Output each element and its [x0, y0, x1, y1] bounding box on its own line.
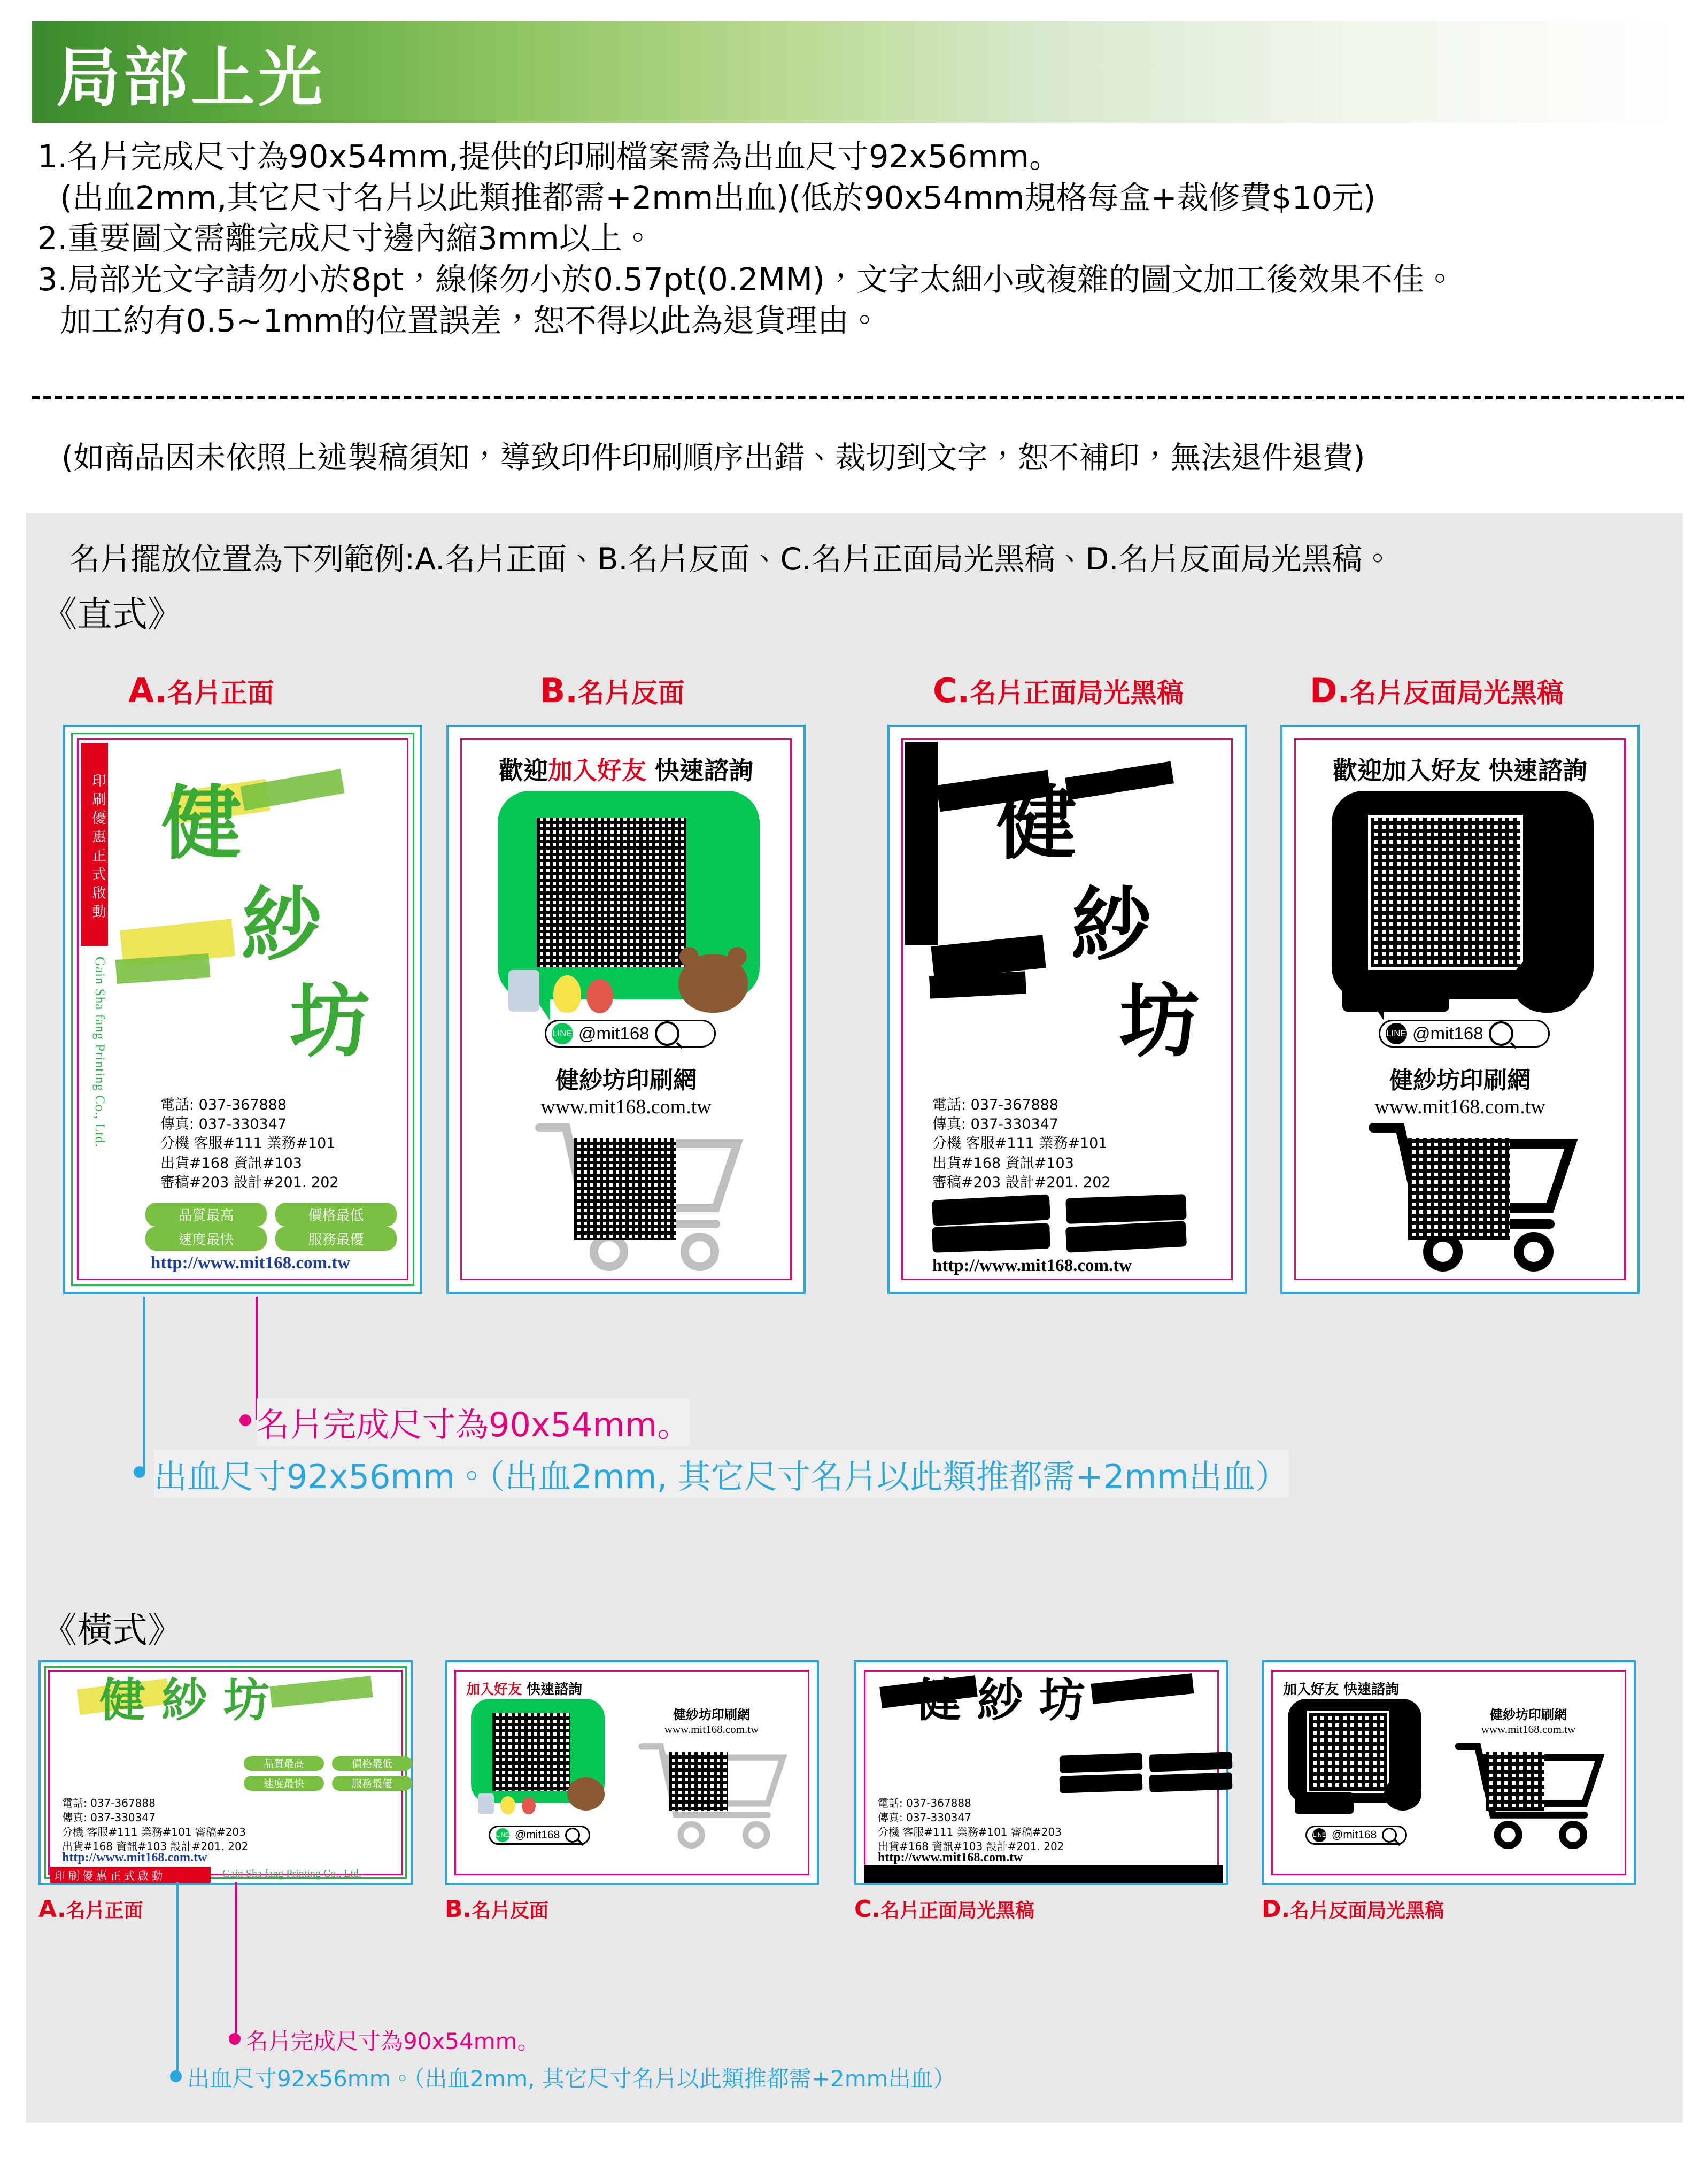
- h-finish-leader-dot: [229, 2033, 241, 2045]
- hcard-c-black-bottom-bar: [864, 1865, 1223, 1883]
- hlabel-card-a: A.名片正面: [38, 1896, 143, 1923]
- card-c-logo-char-2: 紗: [1071, 878, 1152, 972]
- bear-ear-right-icon: [728, 947, 747, 966]
- card-d-line-id-text: @mit168: [1412, 1023, 1483, 1043]
- card-a-pill-3: 速度最快: [145, 1227, 267, 1251]
- card-a-pill-2: 價格最低: [275, 1203, 397, 1227]
- card-a-pill-1: 品質最高: [145, 1203, 267, 1227]
- search-icon: [655, 1021, 679, 1046]
- hcard-a-contact: 電話: 037-367888 傳真: 037-330347 分機 客服#111 業務#101 審稿#203 出貨#168 資訊#103 設計#201. 202: [62, 1797, 249, 1853]
- bleed-leader-vertical: [143, 1297, 145, 1473]
- bear-ear-left-icon: [679, 947, 699, 966]
- hcard-b-phone-mascot-icon: [478, 1793, 494, 1814]
- card-b-site: [449, 1061, 803, 1119]
- card-b-site-url: www.mit168.com.tw: [540, 1096, 712, 1118]
- card-c-logo-char-1: 健: [996, 776, 1077, 871]
- hcard-d-qr-code: [1309, 1713, 1387, 1791]
- card-a-contact: 電話: 037-367888 傳真: 037-330347 分機 客服#111 業務#101 出貨#168 資訊#103 審稿#203 設計#201. 202: [160, 1097, 339, 1191]
- line-icon: LINE: [552, 1023, 573, 1044]
- hcard-b-bird-mascot-icon: [500, 1796, 515, 1814]
- card-c-black-pill-2: [1065, 1194, 1187, 1224]
- hcard-d-headline: 加入好友 快速諮詢: [1283, 1682, 1400, 1698]
- h-bleed-leader-vertical: [176, 1882, 179, 2075]
- callout-finish-size: 名片完成尺寸為90x54mm。: [257, 1398, 690, 1446]
- header-banner: [32, 21, 1684, 123]
- hcard-c-black-pill-1: [1059, 1753, 1142, 1773]
- hcard-d-line-icon: LINE: [1312, 1828, 1326, 1842]
- card-a-logo-char-2: 紗: [242, 878, 322, 972]
- hcard-b-line-icon: LINE: [496, 1828, 509, 1842]
- hcard-d-site-url: www.mit168.com.tw: [1481, 1723, 1576, 1736]
- hcard-d-search-icon: [1382, 1828, 1397, 1843]
- hcard-a-english: Gain Sha fang Printing Co., Ltd.: [222, 1868, 361, 1880]
- line-qr-code: [537, 818, 686, 967]
- instruction-line-2: (出血2mm,其它尺寸名片以此類推都需+2mm出血)(低於90x54mm規格每盒+裁修費$10元): [60, 179, 1376, 216]
- card-a-front: [63, 725, 422, 1294]
- instructions-block: [37, 136, 1673, 341]
- hcard-b-line-id-chip[interactable]: [489, 1826, 590, 1845]
- card-a-logo-char-1: 健: [161, 776, 242, 871]
- hcard-b-site-url: www.mit168.com.tw: [664, 1723, 759, 1736]
- hlabel-card-d: D.名片反面局光黑稿: [1262, 1896, 1444, 1923]
- hcard-d-cart-qr-code: [1486, 1752, 1544, 1811]
- hcard-b-cart-qr-code: [669, 1752, 728, 1811]
- hcard-a-pill-2: 價格最低: [332, 1756, 412, 1771]
- hcard-b-site-name: 健紗坊印刷網: [673, 1707, 750, 1722]
- card-a-pill-row-1: [145, 1203, 397, 1227]
- card-d-site: [1282, 1061, 1637, 1119]
- finish-leader-dot: [239, 1414, 251, 1426]
- vertical-section-label: 《直式》: [42, 594, 183, 635]
- card-b-back: [446, 725, 806, 1294]
- card-a-logo-char-3: 坊: [290, 974, 370, 1068]
- hcard-c-front-spot-varnish: [854, 1660, 1228, 1885]
- card-c-black-pill-3: [932, 1223, 1050, 1253]
- cart-qr-code: [574, 1138, 676, 1240]
- hcard-b-headline: 加入好友 快速諮詢: [466, 1682, 583, 1698]
- page-title: 局部上光: [56, 41, 326, 115]
- card-d-line-icon: LINE: [1386, 1023, 1407, 1044]
- panel-caption: 名片擺放位置為下列範例:A.名片正面、B.名片反面、C.名片正面局光黑稿、D.名片反面局光黑稿。: [69, 542, 1393, 577]
- card-d-back-spot-varnish: [1280, 725, 1640, 1294]
- card-d-site-url: www.mit168.com.tw: [1374, 1096, 1545, 1118]
- card-c-front-spot-varnish: [887, 725, 1247, 1294]
- hcard-d-site-name: 健紗坊印刷網: [1490, 1707, 1567, 1722]
- hcard-a-logo: 健 紗 坊: [99, 1673, 269, 1727]
- card-c-black-sidebar: [905, 742, 938, 945]
- card-c-contact: 電話: 037-367888 傳真: 037-330347 分機 客服#111 業務#101 出貨#168 資訊#103 審稿#203 設計#201. 202: [932, 1097, 1111, 1191]
- card-d-headline: 歡迎加入好友 快速諮詢: [1332, 756, 1587, 785]
- hcard-a-redbar: 印刷優惠正式啟動: [50, 1867, 211, 1883]
- hcard-c-black-pill-2: [1149, 1752, 1232, 1772]
- card-a-url: http://www.mit168.com.tw: [151, 1253, 351, 1273]
- label-card-c: C.名片正面局光黑稿: [933, 671, 1184, 710]
- instruction-line-3: 2.重要圖文需離完成尺寸邊內縮3mm以上。: [37, 220, 654, 257]
- card-d-line-id-chip[interactable]: [1379, 1020, 1550, 1048]
- hcard-c-black-pill-4: [1149, 1772, 1232, 1792]
- hcard-b-site: [623, 1704, 800, 1736]
- instruction-line-1: 1.名片完成尺寸為90x54mm,提供的印刷檔案需為出血尺寸92x56mm。: [37, 138, 1061, 175]
- card-d-cart-qr-code: [1408, 1138, 1510, 1240]
- horizontal-section-label: 《橫式》: [42, 1609, 183, 1651]
- red-mascot-icon: [586, 979, 613, 1013]
- hcard-d-site: [1440, 1704, 1617, 1736]
- card-d-qr-code: [1371, 818, 1520, 967]
- hcard-c-url: http://www.mit168.com.tw: [878, 1851, 1023, 1865]
- hcard-c-black-pill-3: [1059, 1773, 1142, 1793]
- hcard-a-pill-1: 品質最高: [244, 1756, 324, 1771]
- card-d-mascot-silhouette-icon: [1342, 970, 1449, 1012]
- hcard-b-back: [445, 1660, 819, 1885]
- card-d-site-name: 健紗坊印刷網: [1389, 1067, 1531, 1094]
- instruction-line-5: 加工約有0.5~1mm的位置誤差，恕不得以此為退貨理由。: [60, 302, 880, 339]
- card-a-sidebar-slogan: 印刷優惠正式啟動: [81, 743, 108, 946]
- yellow-bird-mascot-icon: [553, 975, 581, 1013]
- disclaimer-note: (如商品因未依照上述製稿須知，導致印件印刷順序出錯、裁切到文字，恕不補印，無法退件退費): [61, 440, 1365, 475]
- hcard-a-pill-3: 速度最快: [244, 1776, 324, 1791]
- h-callout-finish-size: 名片完成尺寸為90x54mm。: [246, 2028, 540, 2054]
- hcard-a-pill-4: 服務最優: [332, 1776, 412, 1791]
- label-card-b: B.名片反面: [540, 671, 685, 710]
- hlabel-card-b: B.名片反面: [445, 1896, 549, 1923]
- hcard-b-search-icon: [565, 1828, 580, 1843]
- label-card-a: A.名片正面: [128, 671, 274, 710]
- phone-mascot-icon: [508, 970, 539, 1012]
- hcard-b-line-id-text: @mit168: [515, 1829, 560, 1841]
- hcard-b-red-mascot-icon: [522, 1797, 536, 1814]
- label-card-d: D.名片反面局光黑稿: [1310, 671, 1564, 710]
- h-callout-bleed-size: 出血尺寸92x56mm。（出血2mm, 其它尺寸名片以此類推都需+2mm出血）: [187, 2066, 956, 2092]
- hcard-d-bear-silhouette-icon: [1384, 1777, 1421, 1811]
- card-c-logo-char-3: 坊: [1119, 974, 1200, 1068]
- h-bleed-leader-dot: [170, 2070, 182, 2082]
- card-a-pill-4: 服務最優: [275, 1227, 397, 1251]
- instruction-line-4: 3.局部光文字請勿小於8pt，線條勿小於0.57pt(0.2MM)，文字太細小或複雜的圖文加工後效果不佳。: [37, 261, 1456, 298]
- line-id-text: @mit168: [578, 1023, 650, 1043]
- hcard-b-qr-code: [492, 1713, 570, 1791]
- card-b-headline: 歡迎加入好友 快速諮詢: [498, 756, 753, 785]
- hcard-d-back-spot-varnish: [1262, 1660, 1636, 1885]
- card-a-pill-row-2: [145, 1227, 397, 1251]
- hcard-a-url: http://www.mit168.com.tw: [62, 1851, 207, 1865]
- hcard-c-logo: 健 紗 坊: [915, 1673, 1085, 1727]
- card-d-search-icon: [1489, 1021, 1513, 1046]
- card-b-site-name: 健紗坊印刷網: [555, 1067, 697, 1094]
- dashed-divider: [32, 396, 1684, 399]
- hlabel-card-c: C.名片正面局光黑稿: [854, 1896, 1035, 1923]
- hcard-b-bear-icon: [567, 1777, 605, 1811]
- card-c-url: http://www.mit168.com.tw: [932, 1256, 1132, 1275]
- hcard-d-line-id-text: @mit168: [1332, 1829, 1377, 1841]
- h-finish-leader-vertical: [235, 1882, 237, 2037]
- hcard-c-contact: 電話: 037-367888 傳真: 037-330347 分機 客服#111 業務#101 審稿#203 出貨#168 資訊#103 設計#201. 202: [878, 1797, 1064, 1853]
- callout-bleed-size: 出血尺寸92x56mm。（出血2mm, 其它尺寸名片以此類推都需+2mm出血）: [154, 1450, 1288, 1498]
- hcard-d-line-id-chip[interactable]: [1305, 1826, 1407, 1845]
- hcard-d-mascot-silhouette-icon: [1295, 1792, 1354, 1814]
- bleed-leader-dot: [134, 1466, 145, 1478]
- hcard-a-front: [38, 1660, 413, 1885]
- card-d-bear-silhouette-icon: [1512, 954, 1582, 1013]
- line-id-chip[interactable]: [545, 1020, 716, 1048]
- card-a-sidebar-english: Gain Sha fang Printing Co., Ltd.: [92, 957, 107, 1148]
